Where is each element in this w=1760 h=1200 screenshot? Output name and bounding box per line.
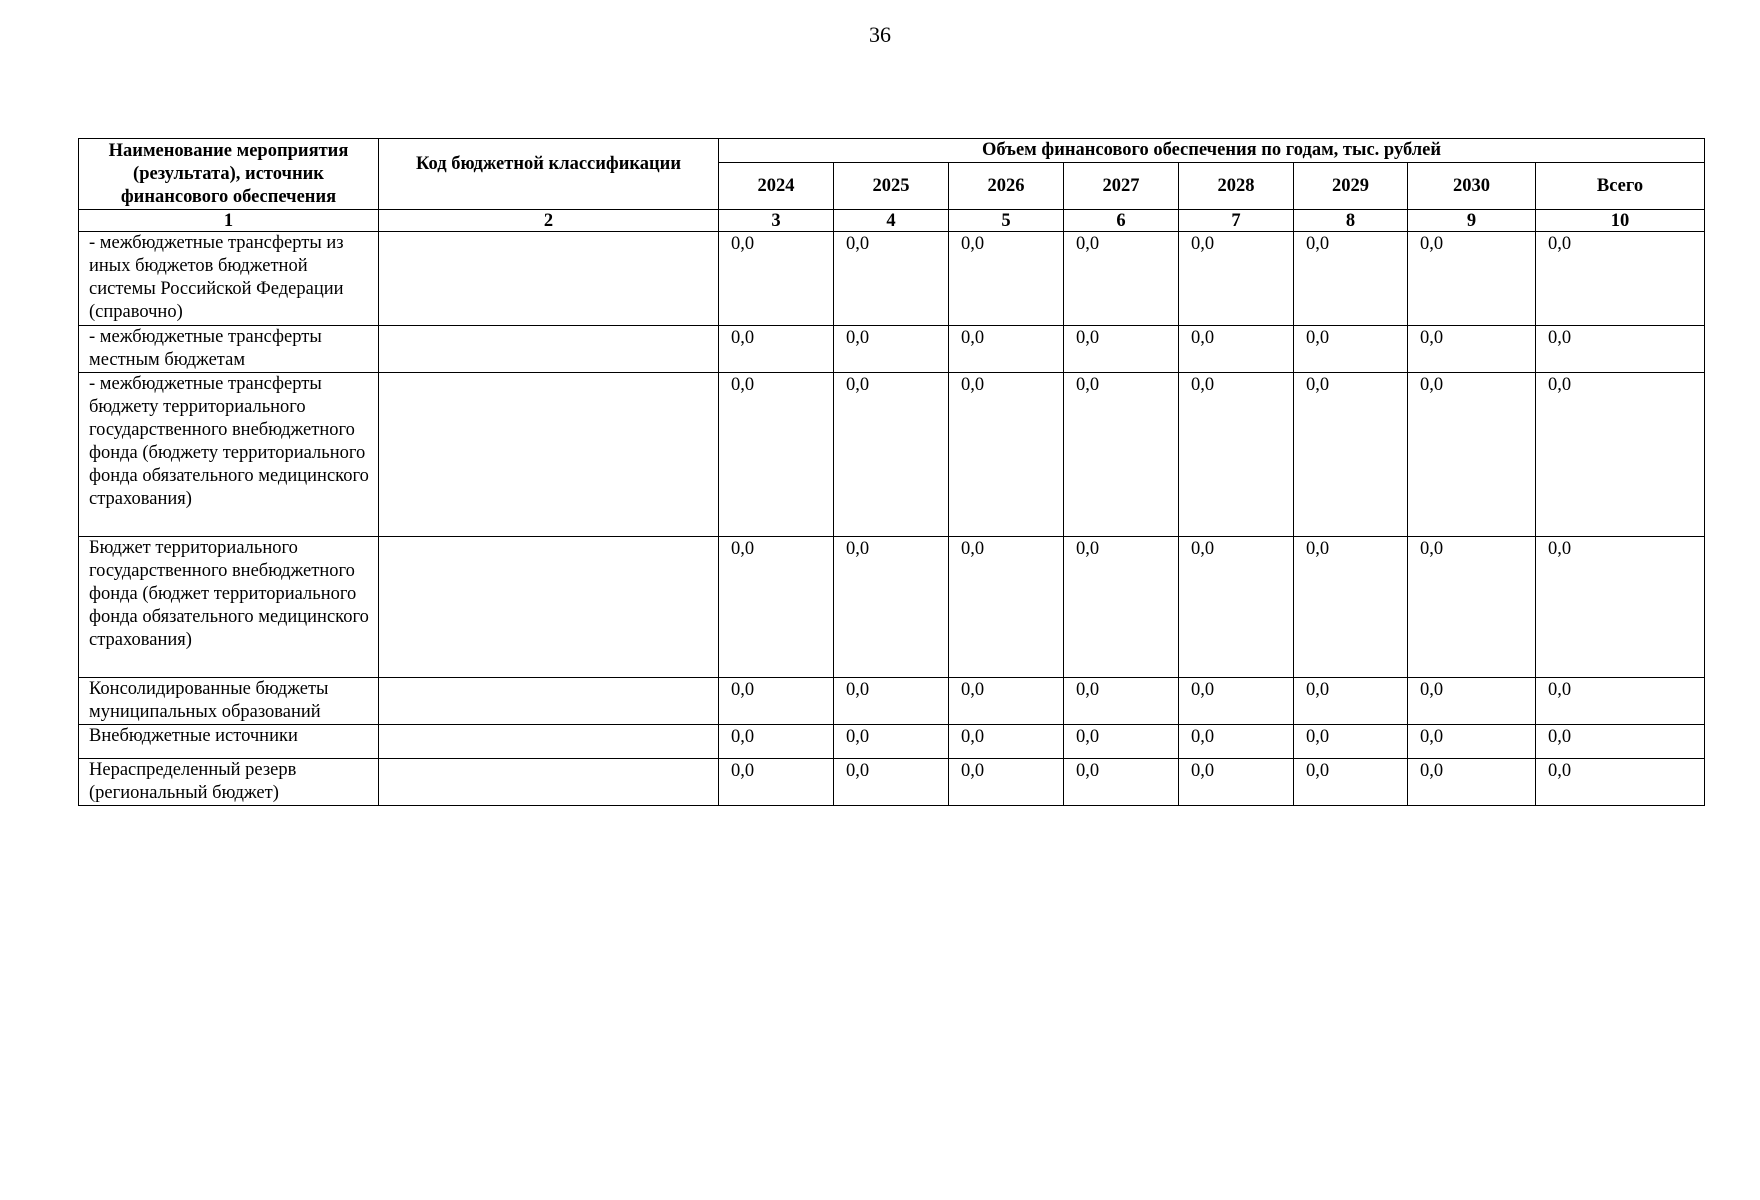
value-2026: 0,0 <box>949 678 1064 725</box>
value-2030: 0,0 <box>1408 373 1536 537</box>
header-year-2026: 2026 <box>949 163 1064 210</box>
table-row <box>79 725 1705 759</box>
row-code <box>379 232 719 326</box>
column-number: 10 <box>1536 210 1705 232</box>
row-code <box>379 678 719 725</box>
value-2029: 0,0 <box>1294 725 1408 759</box>
value-2030: 0,0 <box>1408 232 1536 326</box>
value-total: 0,0 <box>1536 326 1705 373</box>
value-2025: 0,0 <box>834 678 949 725</box>
table-row <box>79 232 1705 326</box>
value-2026: 0,0 <box>949 725 1064 759</box>
value-2027: 0,0 <box>1064 678 1179 725</box>
value-2030: 0,0 <box>1408 725 1536 759</box>
value-total: 0,0 <box>1536 537 1705 678</box>
value-2029: 0,0 <box>1294 373 1408 537</box>
value-2029: 0,0 <box>1294 537 1408 678</box>
value-2025: 0,0 <box>834 759 949 806</box>
value-2030: 0,0 <box>1408 678 1536 725</box>
value-2026: 0,0 <box>949 537 1064 678</box>
value-2026: 0,0 <box>949 759 1064 806</box>
table-row <box>79 678 1705 725</box>
value-2029: 0,0 <box>1294 759 1408 806</box>
value-2030: 0,0 <box>1408 537 1536 678</box>
row-name: - межбюджетные трансферты из иных бюджетов бюджетной системы Российской Федерации (справочно) <box>79 232 379 326</box>
value-total: 0,0 <box>1536 232 1705 326</box>
column-number: 6 <box>1064 210 1179 232</box>
value-2027: 0,0 <box>1064 373 1179 537</box>
row-name: Бюджет территориального государственного внебюджетного фонда (бюджет территориального фонда обязательного медицинского страхования) <box>79 537 379 678</box>
value-2030: 0,0 <box>1408 326 1536 373</box>
table-row <box>79 537 1705 678</box>
value-2030: 0,0 <box>1408 759 1536 806</box>
header-row-top <box>79 139 1705 163</box>
table-row <box>79 326 1705 373</box>
column-number: 3 <box>719 210 834 232</box>
column-number: 4 <box>834 210 949 232</box>
header-year-2028: 2028 <box>1179 163 1294 210</box>
value-2026: 0,0 <box>949 373 1064 537</box>
value-2029: 0,0 <box>1294 326 1408 373</box>
row-code <box>379 373 719 537</box>
value-2024: 0,0 <box>719 678 834 725</box>
value-2027: 0,0 <box>1064 537 1179 678</box>
header-volume-group: Объем финансового обеспечения по годам, тыс. рублей <box>719 139 1705 163</box>
value-2026: 0,0 <box>949 326 1064 373</box>
value-2029: 0,0 <box>1294 232 1408 326</box>
row-name: Консолидированные бюджеты муниципальных образований <box>79 678 379 725</box>
value-2028: 0,0 <box>1179 232 1294 326</box>
header-name-column: Наименование мероприятия (результата), источник финансового обеспечения <box>79 139 379 210</box>
value-2027: 0,0 <box>1064 759 1179 806</box>
value-2027: 0,0 <box>1064 326 1179 373</box>
header-year-2024: 2024 <box>719 163 834 210</box>
row-code <box>379 326 719 373</box>
column-number: 5 <box>949 210 1064 232</box>
column-number: 8 <box>1294 210 1408 232</box>
row-name: Внебюджетные источники <box>79 725 379 759</box>
value-total: 0,0 <box>1536 725 1705 759</box>
header-total: Всего <box>1536 163 1705 210</box>
row-name: Нераспределенный резерв (региональный бюджет) <box>79 759 379 806</box>
header-year-2027: 2027 <box>1064 163 1179 210</box>
value-2026: 0,0 <box>949 232 1064 326</box>
financing-table <box>78 138 1705 806</box>
column-number: 7 <box>1179 210 1294 232</box>
value-2028: 0,0 <box>1179 373 1294 537</box>
row-code <box>379 759 719 806</box>
value-2024: 0,0 <box>719 537 834 678</box>
value-2024: 0,0 <box>719 725 834 759</box>
column-number: 9 <box>1408 210 1536 232</box>
value-2028: 0,0 <box>1179 537 1294 678</box>
row-name: - межбюджетные трансферты бюджету территориального государственного внебюджетного фонда (бюджету территориального фонда обязательного медицинского страхования) <box>79 373 379 537</box>
value-2025: 0,0 <box>834 537 949 678</box>
value-2028: 0,0 <box>1179 759 1294 806</box>
row-name: - межбюджетные трансферты местным бюджетам <box>79 326 379 373</box>
value-2025: 0,0 <box>834 725 949 759</box>
value-2024: 0,0 <box>719 373 834 537</box>
value-2024: 0,0 <box>719 232 834 326</box>
header-code-column: Код бюджетной классификации <box>379 139 719 210</box>
column-number: 1 <box>79 210 379 232</box>
value-2028: 0,0 <box>1179 678 1294 725</box>
value-2025: 0,0 <box>834 373 949 537</box>
value-2028: 0,0 <box>1179 725 1294 759</box>
value-2025: 0,0 <box>834 326 949 373</box>
header-year-2025: 2025 <box>834 163 949 210</box>
page-number: 36 <box>869 22 891 47</box>
header-row-column-numbers <box>79 210 1705 232</box>
table-row <box>79 759 1705 806</box>
value-2027: 0,0 <box>1064 725 1179 759</box>
table-row <box>79 373 1705 537</box>
value-total: 0,0 <box>1536 373 1705 537</box>
value-total: 0,0 <box>1536 759 1705 806</box>
value-2024: 0,0 <box>719 759 834 806</box>
value-2024: 0,0 <box>719 326 834 373</box>
value-total: 0,0 <box>1536 678 1705 725</box>
value-2028: 0,0 <box>1179 326 1294 373</box>
row-code <box>379 537 719 678</box>
header-year-2029: 2029 <box>1294 163 1408 210</box>
value-2029: 0,0 <box>1294 678 1408 725</box>
value-2025: 0,0 <box>834 232 949 326</box>
header-year-2030: 2030 <box>1408 163 1536 210</box>
column-number: 2 <box>379 210 719 232</box>
value-2027: 0,0 <box>1064 232 1179 326</box>
row-code <box>379 725 719 759</box>
